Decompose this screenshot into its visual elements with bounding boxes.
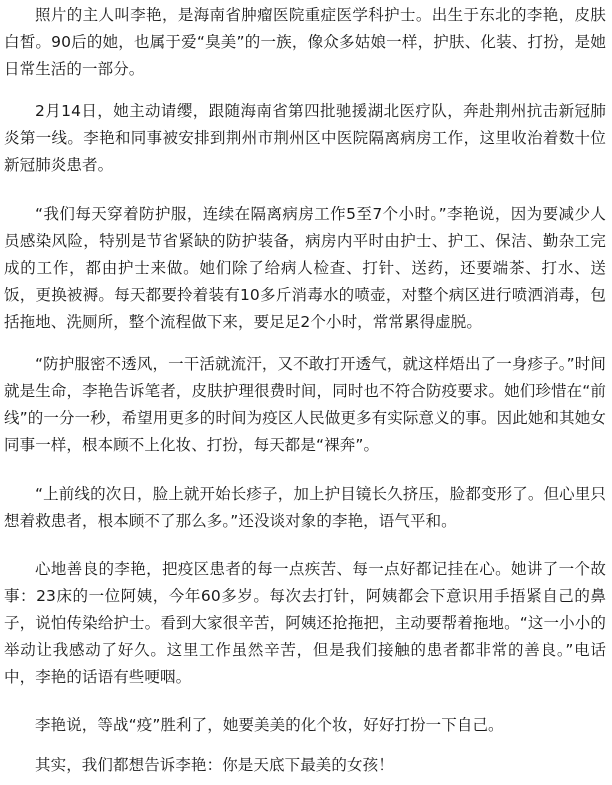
paragraph-1: 照片的主人叫李艳，是海南省肿瘤医院重症医学科护士。出生于东北的李艳，皮肤白皙。90后的她，也属于爱“臭美”的一族，像众多姑娘一样，护肤、化装、打扮，是她日常生活的一部分。	[4, 6, 606, 78]
paragraph-8: 其实，我们都想告诉李艳：你是天底下最美的女孩！	[35, 756, 394, 774]
paragraph-2: 2月14日，她主动请缨，跟随海南省第四批驰援湖北医疗队，奔赴荆州抗击新冠肺炎第一线。李艳和同事被安排到荆州市荆州区中医院隔离病房工作，这里收治着数十位新冠肺炎患者。	[4, 102, 606, 174]
paragraph-7: 李艳说，等战“疫”胜利了，她要美美的化个妆，好好打扮一下自己。	[35, 716, 504, 734]
paragraph-5: “上前线的次日，脸上就开始长疹子，加上护目镜长久挤压，脸都变形了。但心里只想着救患者，根本顾不了那么多。”还没谈对象的李艳，语气平和。	[4, 485, 606, 530]
paragraph-6: 心地善良的李艳，把疫区患者的每一点疾苦、每一点好都记挂在心。她讲了一个故事：23床的一位阿姨，今年60多岁。每次去打针，阿姨都会下意识用手捂紧自己的鼻子，说怕传染给护士。看到大家很辛苦，阿姨还抢拖把，主动要帮着拖地。“这一小小的举动让我感动了好久。这里工作虽然辛苦，但是我们接触的患者都非常的善良。”电话中，李艳的话语有些哽咽。	[4, 560, 606, 686]
paragraph-4: “防护服密不透风，一干活就流汗，又不敢打开透气，就这样焐出了一身疹子。”时间就是生命，李艳告诉笔者，皮肤护理很费时间，同时也不符合防疫要求。她们珍惜在“前线”的一分一秒，希望用更多的时间为疫区人民做更多有实际意义的事。因此她和其她女同事一样，根本顾不上化妆、打扮，每天都是“裸奔”。	[4, 355, 606, 454]
paragraph-3: “我们每天穿着防护服，连续在隔离病房工作5至7个小时。”李艳说，因为要减少人员感染风险，特别是节省紧缺的防护装备，病房内平时由护士、护工、保洁、勤杂工完成的工作，都由护士来做。她们除了给病人检查、打针、送药，还要端茶、打水、送饭，更换被褥。每天都要拎着装有10多斤消毒水的喷壶，对整个病区进行喷洒消毒，包括拖地、洗厕所，整个流程做下来，要足足2个小时，常常累得虚脱。	[4, 205, 606, 331]
